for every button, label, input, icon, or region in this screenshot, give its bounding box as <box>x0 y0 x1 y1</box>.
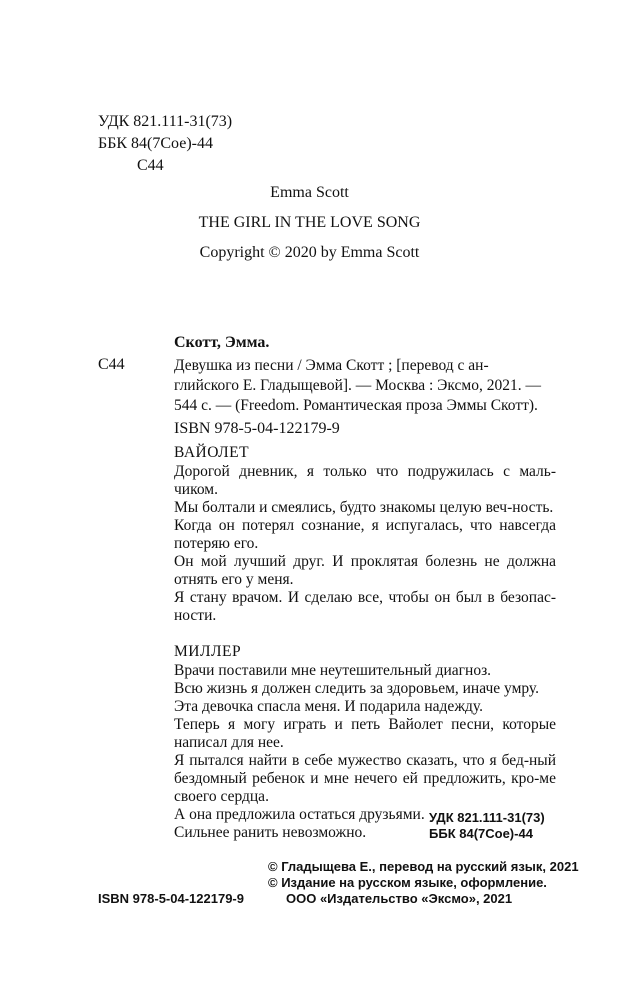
footer-isbn: ISBN 978-5-04-122179-9 <box>98 891 244 906</box>
record-description <box>174 356 556 416</box>
record-line: 544 с. — (Freedom. Романтическая проза Эммы Скотт). <box>174 397 538 414</box>
annotation-paragraph: Когда он потерял сознание, я испугалась, что навсегда потеряю его. <box>174 517 556 552</box>
annotation-paragraph: Дорогой дневник, я только что подружилась с маль-чиком. <box>174 463 556 498</box>
annotation-paragraph: Эта девочка спасла меня. И подарила надежду. <box>174 698 483 715</box>
annotation <box>174 444 556 842</box>
record-isbn: ISBN 978-5-04-122179-9 <box>174 420 340 437</box>
record-line: глийского Е. Гладыщевой]. — Москва : Эксмо, 2021. — <box>174 377 541 394</box>
annotation-paragraph: Сильнее ранить невозможно. <box>174 824 367 841</box>
copyright-translation: © Гладыщева Е., перевод на русский язык, 2021 <box>268 859 579 874</box>
bbk-code: ББК 84(7Сое)-44 <box>98 135 213 152</box>
annotation-paragraph: Теперь я могу играть и петь Вайолет песни, которые написал для нее. <box>174 716 556 751</box>
original-author: Emma Scott <box>270 184 349 201</box>
annotation-paragraph: Я пытался найти в себе мужество сказать, что я бед-ный бездомный ребенок и мне нечего ей предложить, кро-ме своего сердца. <box>174 752 556 805</box>
copyright-edition: © Издание на русском языке, оформление. <box>268 875 547 890</box>
section-heading-miller: МИЛЛЕР <box>174 643 242 660</box>
original-copyright: Copyright © 2020 by Emma Scott <box>199 244 420 261</box>
bottom-udk-code: УДК 821.111-31(73) <box>429 810 545 825</box>
record-mark: С44 <box>98 356 125 373</box>
annotation-paragraph: Он мой лучший друг. И проклятая болезнь не должна отнять его у меня. <box>174 553 556 588</box>
annotation-paragraph: Врачи поставили мне неутешительный диагноз. <box>174 662 492 679</box>
bottom-bbk-code: ББК 84(7Сое)-44 <box>429 826 533 841</box>
author-mark: С44 <box>137 157 164 174</box>
annotation-paragraph: Я стану врачом. И сделаю все, чтобы он был в безопас-ности. <box>174 589 556 624</box>
record-line: Девушка из песни / Эмма Скотт ; [перевод с ан- <box>174 357 489 374</box>
section-heading-violet: ВАЙОЛЕТ <box>174 444 250 461</box>
record-author-heading: Скотт, Эмма. <box>174 334 270 351</box>
copyright-publisher: ООО «Издательство «Эксмо», 2021 <box>286 891 513 906</box>
annotation-paragraph: Всю жизнь я должен следить за здоровьем, иначе умру. <box>174 680 540 697</box>
udk-code: УДК 821.111-31(73) <box>98 113 233 130</box>
original-title: THE GIRL IN THE LOVE SONG <box>198 214 421 231</box>
annotation-paragraph: Мы болтали и смеялись, будто знакомы целую веч-ность. <box>174 499 554 516</box>
annotation-paragraph: А она предложила остаться друзьями. <box>174 806 425 823</box>
